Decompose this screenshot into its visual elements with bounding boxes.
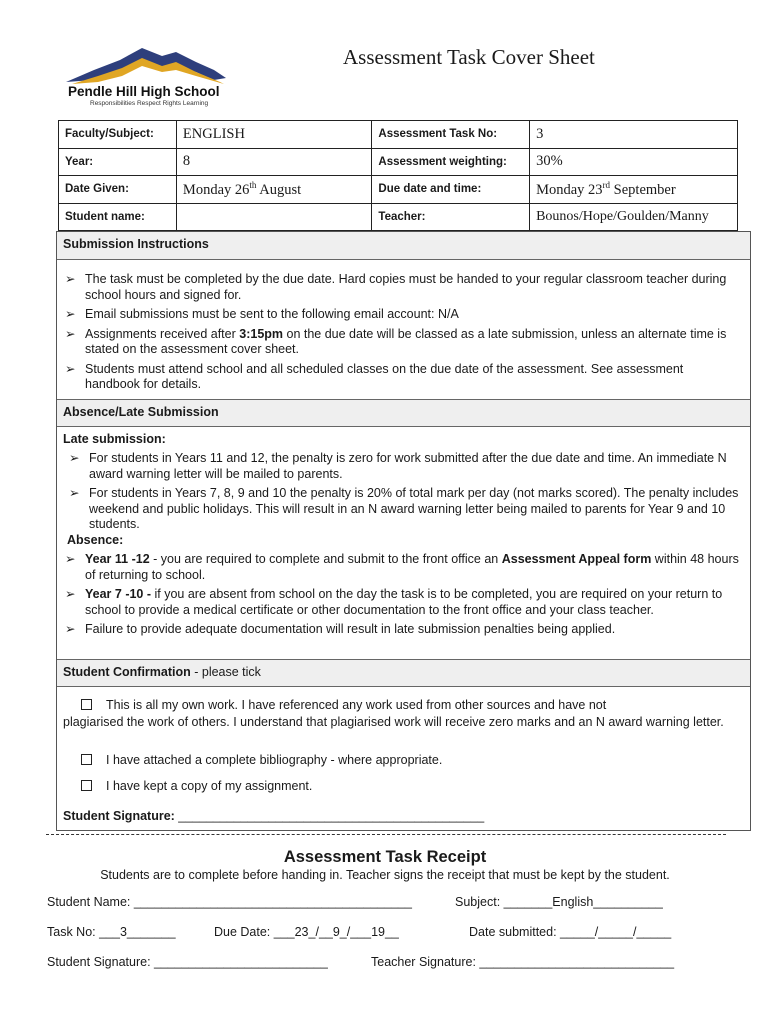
year-label: Year: — [59, 148, 177, 176]
school-logo — [64, 44, 234, 110]
weighting-value[interactable]: 30% — [530, 148, 738, 176]
task-info-table — [58, 120, 738, 231]
list-item: ➢ Failure to provide adequate documentation will result in late submission penalties being applied. — [65, 622, 616, 636]
due-date-label: Due date and time: — [372, 176, 530, 204]
receipt-student-signature[interactable]: Student Signature: _________________________ — [47, 955, 328, 969]
list-item: ➢ Students must attend school and all scheduled classes on the due date of the assessment. See assessment handbook for details. — [65, 361, 684, 391]
list-item: ➢ Email submissions must be sent to the following email account: N/A — [65, 307, 459, 321]
student-name-label: Student name: — [59, 203, 177, 231]
submission-list — [63, 272, 733, 397]
weighting-label: Assessment weighting: — [372, 148, 530, 176]
student-signature-field[interactable]: ____________________________________________ — [178, 809, 485, 823]
arrow-bullet-icon: ➢ — [65, 361, 76, 376]
faculty-label: Faculty/Subject: — [59, 121, 177, 149]
tear-off-divider — [46, 834, 726, 835]
absence-subheading: Absence: — [67, 533, 124, 547]
receipt-subject[interactable]: Subject: _______English__________ — [455, 895, 663, 909]
arrow-bullet-icon: ➢ — [65, 587, 76, 601]
arrow-bullet-icon: ➢ — [65, 326, 76, 341]
copy-kept-checkbox[interactable] — [81, 780, 92, 791]
page-title: Assessment Task Cover Sheet — [343, 45, 595, 69]
list-item: ➢ Year 11 -12 - you are required to complete and submit to the front office an Assessment Appeal form within 48 hours of returning to school. — [65, 552, 739, 582]
list-item: ➢ For students in Years 11 and 12, the penalty is zero for work submitted after the due date and time. An immediate N award warning letter will be mailed to parents. — [69, 451, 727, 481]
teacher-value[interactable]: Bounos/Hope/Goulden/Manny — [530, 203, 738, 231]
arrow-bullet-icon: ➢ — [65, 272, 76, 286]
submission-heading: Submission Instructions — [57, 232, 750, 260]
date-given-label: Date Given: — [59, 176, 177, 204]
list-item: ➢ Assignments received after 3:15pm on the due date will be classed as a late submission, unless an alternate time is stated on the assessment cover sheet. — [65, 326, 727, 356]
bibliography-checkbox[interactable] — [81, 754, 92, 765]
arrow-bullet-icon: ➢ — [69, 486, 80, 500]
late-submission-heading: Late submission: — [63, 432, 166, 446]
list-item: ➢ For students in Years 7, 8, 9 and 10 the penalty is 20% of total mark per day (not marks scored). The penalty includes weekend and public holidays. This will result in an N award warning letter being mailed to parents for Year 9 and 10 students. — [69, 486, 739, 531]
list-item: ➢ The task must be completed by the due date. Hard copies must be handed to your regular classroom teacher during school hours and signed for. — [65, 272, 727, 302]
student-signature-row: Student Signature: ____________________________________________ — [63, 809, 485, 823]
table-row — [59, 121, 738, 149]
confirm-bibliography: I have attached a complete bibliography - where appropriate. — [81, 752, 442, 769]
year-value[interactable]: 8 — [176, 148, 371, 176]
arrow-bullet-icon: ➢ — [65, 307, 76, 321]
mountain-logo-icon — [64, 44, 234, 88]
receipt-task-no[interactable]: Task No: ___3_______ — [47, 925, 176, 939]
arrow-bullet-icon: ➢ — [65, 622, 76, 636]
receipt-date-submitted[interactable]: Date submitted: _____/_____/_____ — [469, 925, 672, 939]
table-row — [59, 203, 738, 231]
receipt-student-name[interactable]: Student Name: ________________________________________ — [47, 895, 412, 909]
receipt-teacher-signature[interactable]: Teacher Signature: ____________________________ — [371, 955, 675, 969]
date-given-value[interactable]: Monday 26th August — [176, 176, 371, 204]
receipt-subtitle: Students are to complete before handing in. Teacher signs the receipt that must be kept by the student. — [100, 868, 670, 882]
receipt-title: Assessment Task Receipt — [283, 848, 487, 866]
list-item: ➢ Year 7 -10 - if you are absent from school on the day the task is to be completed, you are required on your return to school to provide a medical certificate or other documentation to the front office and your class teacher. — [65, 587, 723, 617]
table-row — [59, 148, 738, 176]
absence-heading: Absence/Late Submission — [57, 399, 750, 427]
late-list — [67, 451, 743, 537]
confirm-copy: I have kept a copy of my assignment. — [81, 778, 312, 795]
student-name-field[interactable] — [176, 203, 371, 231]
instructions-box — [56, 231, 751, 831]
arrow-bullet-icon: ➢ — [69, 451, 80, 465]
task-no-value[interactable]: 3 — [530, 121, 738, 149]
own-work-checkbox[interactable] — [81, 699, 92, 710]
arrow-bullet-icon: ➢ — [65, 552, 76, 566]
absence-list — [63, 552, 739, 642]
task-no-label: Assessment Task No: — [372, 121, 530, 149]
due-date-value[interactable]: Monday 23rd September — [530, 176, 738, 204]
confirmation-heading: Student Confirmation - please tick — [57, 659, 750, 687]
faculty-value[interactable]: ENGLISH — [176, 121, 371, 149]
teacher-label: Teacher: — [372, 203, 530, 231]
receipt-due-date[interactable]: Due Date: ___23_/__9_/___19__ — [214, 925, 399, 939]
school-name: Pendle Hill High School — [68, 84, 220, 99]
school-tagline: Responsibilities Respect Rights Learning — [90, 100, 209, 107]
table-row — [59, 176, 738, 204]
confirm-own-work: This is all my own work. I have referenced any work used from other sources and have not plagiarised the work of others. I understand that plagiarised work will receive zero marks and an N award warning letter. — [63, 698, 724, 729]
